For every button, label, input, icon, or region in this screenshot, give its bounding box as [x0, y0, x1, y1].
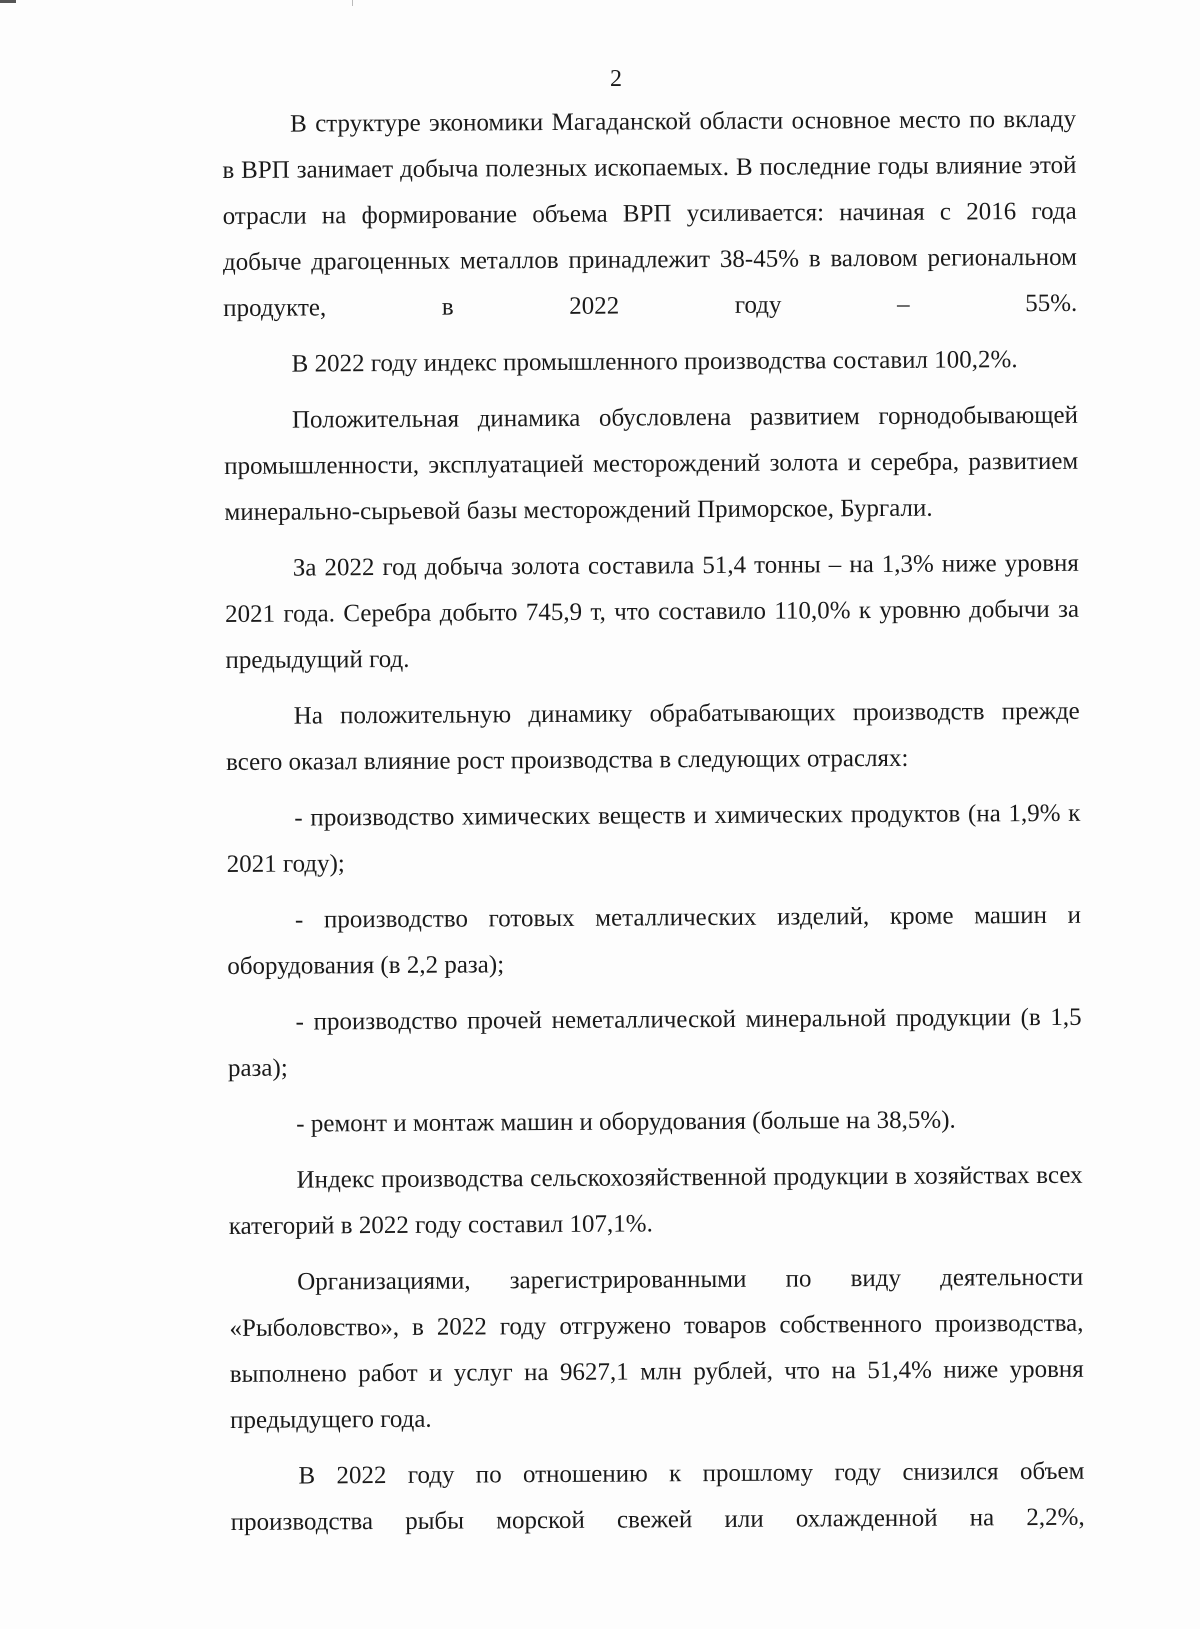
paragraph-fish-production: В 2022 году по отношению к прошлому году снизился объем производства рыбы морской свежей или охлажденной на 2,2%, [230, 1457, 1085, 1536]
page-number: 2 [610, 66, 622, 92]
paragraph-economy-structure: В структуре экономики Магаданской области основное место по вкладу в ВРП занимает добыча полезных ископаемых. В последние годы влияние этой отрасли на формирование объема ВРП усиливается: начиная с 2016 года добыче драгоценных металлов принадлежит 38-45% в валовом региональном продукте, в 2022 году – 55%. [222, 105, 1078, 322]
paragraph-manufacturing: На положительную динамику обрабатывающих производств прежде всего оказал влияние рост производства в следующих отраслях: [225, 697, 1080, 776]
paragraph-positive-dynamics: Положительная динамика обусловлена развитием горнодобывающей промышленности, эксплуатацией месторождений золота и серебра, развитием минерально-сырьевой базы месторождений Приморское, Бургали. [224, 401, 1079, 526]
list-item-mineral-products: - производство прочей неметаллической минеральной продукции (в 1,5 раза); [227, 1003, 1082, 1082]
scan-edge-mark-right [352, 0, 353, 6]
list-item-repair: - ремонт и монтаж машин и оборудования (больше на 38,5%). [296, 1106, 956, 1138]
paragraph-fishing: Организациями, зарегистрированными по виду деятельности «Рыболовство», в 2022 году отгружено товаров собственного производства, выполнено работ и услуг на 9627,1 млн рублей, что на 51,4% ниже уровня предыдущего года. [229, 1263, 1084, 1434]
document-body [222, 97, 1085, 1546]
scan-edge-mark [0, 0, 16, 3]
paragraph-agriculture: Индекс производства сельскохозяйственной продукции в хозяйствах всех категорий в 2022 году составил 107,1%. [228, 1161, 1083, 1240]
paragraph-industrial-index: В 2022 году индекс промышленного производства составил 100,2%. [291, 346, 1018, 378]
paragraph-gold-silver: За 2022 год добыча золота составила 51,4 тонны – на 1,3% ниже уровня 2021 года. Серебра добыто 745,9 т, что составило 110,0% к уровню добычи за предыдущий год. [225, 549, 1080, 674]
list-item-chemicals: - производство химических веществ и химических продуктов (на 1,9% к 2021 году); [226, 799, 1081, 878]
list-item-metal-products: - производство готовых металлических изделий, кроме машин и оборудования (в 2,2 раза); [227, 901, 1082, 980]
